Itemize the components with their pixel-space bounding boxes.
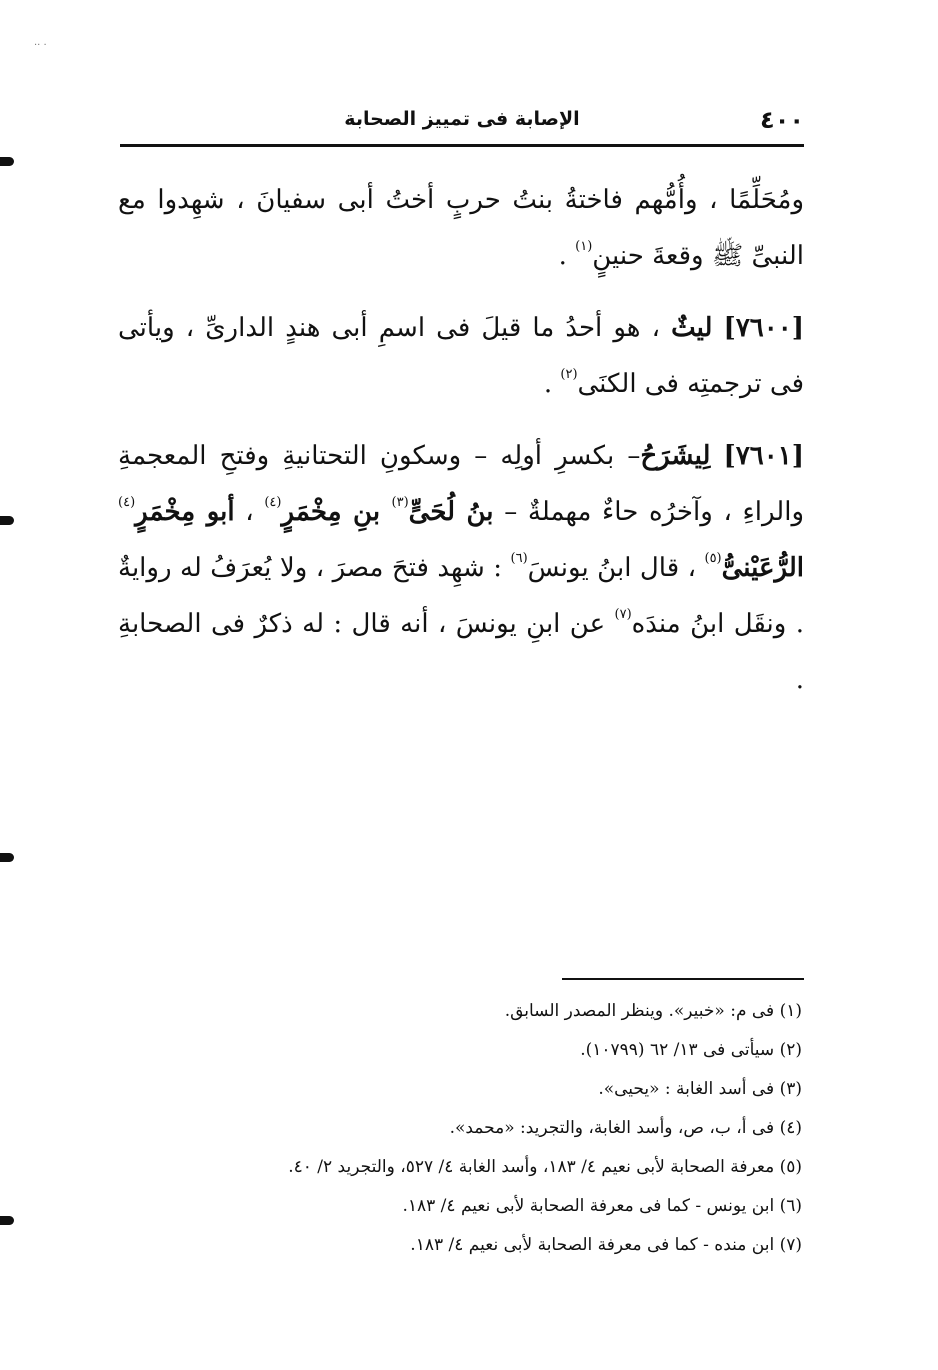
footnote-1: (١) فى م: «خبير». وينظر المصدر السابق. — [504, 1001, 802, 1021]
footnote-7: (٧) ابن منده - كما فى معرفة الصحابة لأبى نعيم ٤/ ١٨٣. — [410, 1235, 802, 1255]
footnote-ref: (٧) — [614, 607, 632, 622]
footnote-ref: (٦) — [510, 551, 528, 566]
entry-text: ، هو أحدُ ما قيلَ فى اسمِ أبى هندٍ الدارىِّ ، ويأتى فى ترجمتِه فى الكنَى — [118, 313, 804, 399]
entry-name: لِيشَرَحُ — [640, 441, 711, 471]
binding-hole-mark — [0, 853, 14, 862]
paragraph-continuation — [118, 172, 804, 284]
page-number: ٤٠٠ — [760, 106, 804, 134]
name-bold: أبو مِخْمَرٍ — [135, 497, 235, 527]
main-text — [118, 172, 804, 724]
name-bold: بنِ مِخْمَرٍ — [281, 497, 392, 527]
running-title: الإصابة فى تمييز الصحابة — [344, 108, 580, 130]
footnote-ref: (٤) — [264, 495, 282, 510]
footnote-separator — [562, 978, 804, 980]
footnote-3: (٣) فى أسد الغابة : «يحيى». — [598, 1079, 802, 1099]
entry-text: عن ابنِ يونسَ ، أنه قال : له ذكرٌ فى الصحابةِ . — [118, 609, 804, 695]
scan-speck: ·· · — [34, 40, 47, 51]
footnote-2: (٢) سيأتى فى ١٣/ ٦٢ (١٠٧٩٩). — [580, 1040, 802, 1060]
name-bold: بنُ لُحَىٍّ — [408, 497, 494, 527]
entry-7600 — [118, 300, 804, 412]
entry-text: – بكسرِ أولِه – وسكونِ التحتانيةِ وفتحِ المعجمةِ والراءِ ، وآخرُه حاءٌ مهملةٌ – — [118, 441, 805, 527]
footnotes — [150, 992, 802, 1265]
entry-number: [٧٦٠٠] — [723, 313, 805, 343]
footnote-ref: (٤) — [118, 495, 136, 510]
entry-name: ليثٌ — [671, 313, 713, 343]
footnote-6: (٦) ابن يونس - كما فى معرفة الصحابة لأبى نعيم ٤/ ١٨٣. — [402, 1196, 802, 1216]
footnote-ref: (٢) — [560, 367, 578, 382]
paragraph-text: . — [558, 241, 576, 271]
entry-text: ، — [234, 497, 265, 527]
entry-7601 — [118, 428, 804, 708]
footnote-ref: (١) — [575, 239, 593, 254]
footnote-ref: (٣) — [391, 495, 409, 510]
footnote-ref: (٥) — [704, 551, 722, 566]
name-bold: الرُّعَيْنىُّ — [721, 553, 804, 583]
binding-hole-mark — [0, 1216, 14, 1225]
binding-hole-mark — [0, 516, 14, 525]
footnote-4: (٤) فى أ، ب، ص، وأسد الغابة، والتجريد: «محمد». — [449, 1118, 802, 1138]
entry-text: . — [543, 369, 561, 399]
binding-hole-mark — [0, 157, 14, 166]
entry-number: [٧٦٠١] — [723, 441, 805, 471]
footnote-5: (٥) معرفة الصحابة لأبى نعيم ٤/ ١٨٣، وأسد الغابة ٤/ ٥٢٧، والتجريد ٢/ ٤٠. — [288, 1157, 802, 1177]
entry-text: : شهِد فتحَ مصرَ ، ولا يُعرَفُ له روايةٌ . ونقَل ابنُ مندَه — [118, 553, 804, 639]
entry-text: ، قال ابنُ يونسَ — [527, 553, 705, 583]
page-header — [120, 100, 804, 147]
paragraph-text: ومُحَلِّمًا ، وأُمُّهم فاختةُ بنتُ حربٍ أختُ أبى سفيانَ ، شهِدوا مع النبىِّ ﷺ وقعةَ حنينٍ — [118, 185, 804, 271]
